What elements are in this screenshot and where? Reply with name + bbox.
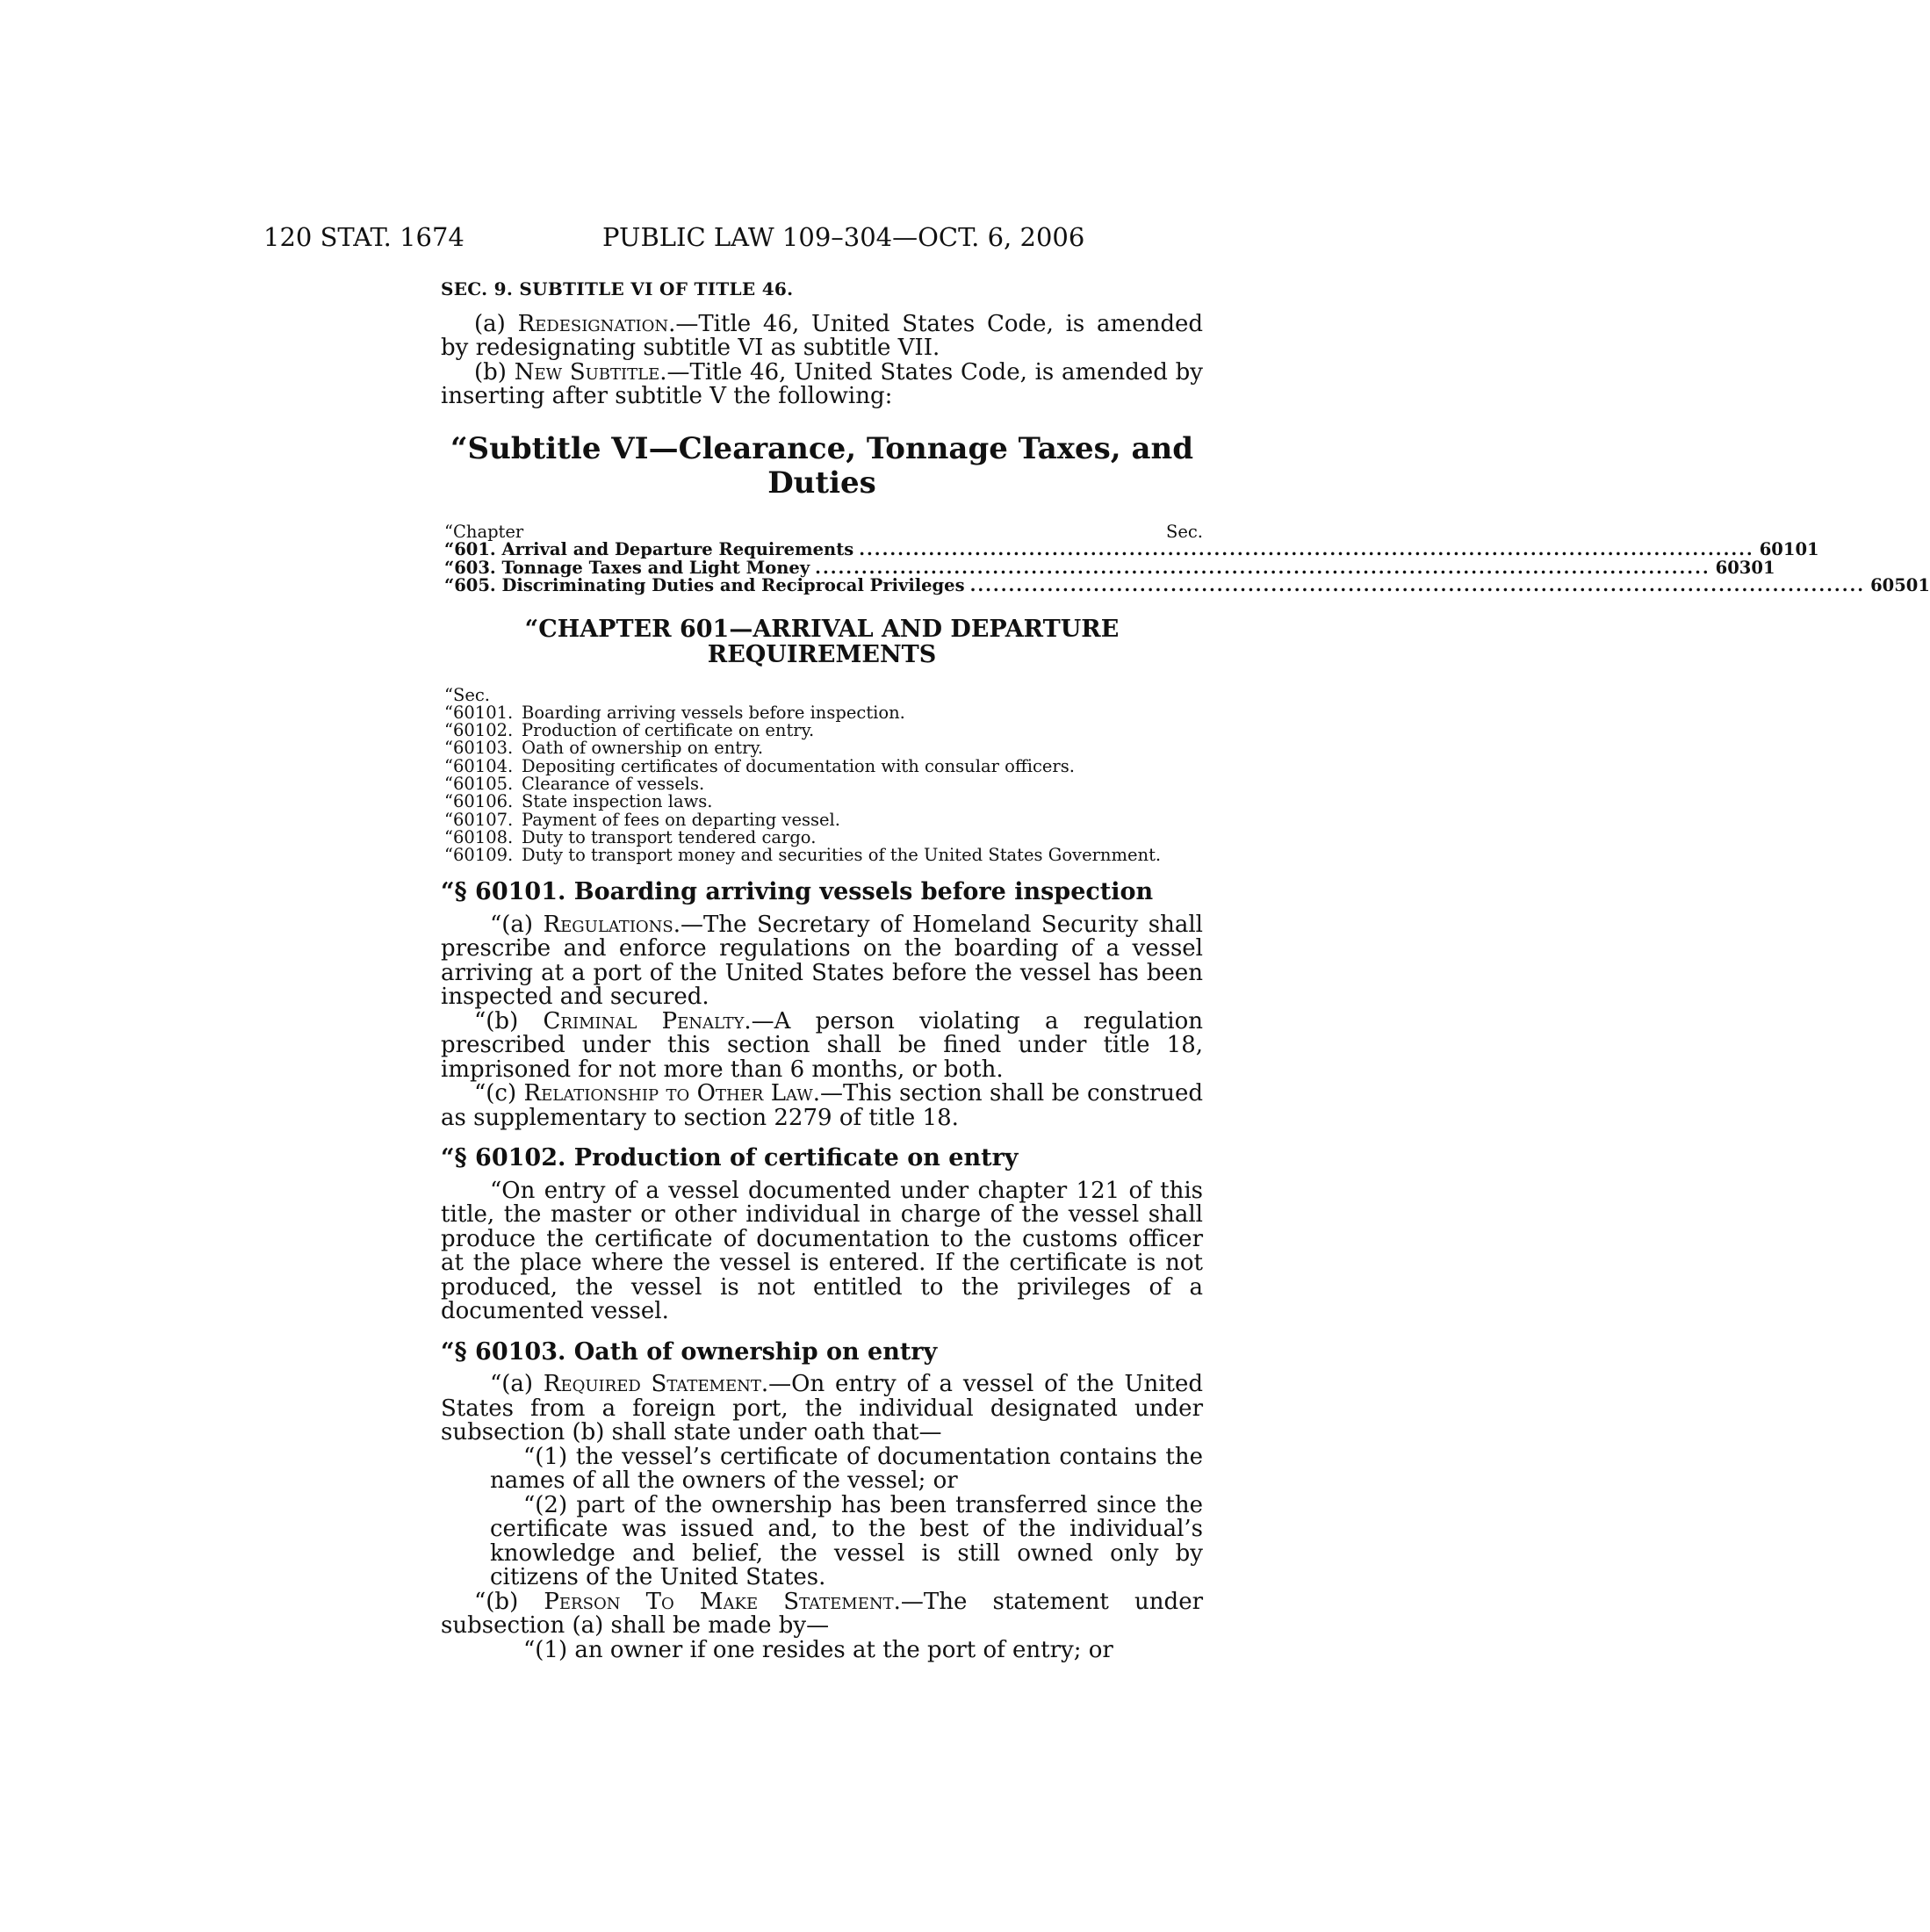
- subtitle-title: “Subtitle VI—Clearance, Tonnage Taxes, and Duties: [450, 430, 1193, 501]
- chapter-601-section-list: [444, 684, 1203, 866]
- s60103-paragraph-a2: “(2) part of the ownership has been transferred since the certificate was issued and, to the best of the individual’s knowledge and belief, the vessel is still owned only by citizens of the United States.: [490, 1491, 1203, 1591]
- sec9-b-label: New Subtitle: [514, 358, 660, 386]
- dot-leader: ....................................................................................................................: [859, 539, 1754, 559]
- public-law-citation: PUBLIC LAW 109–304—OCT. 6, 2006: [602, 222, 1085, 252]
- s60101-paragraph-a: “(a) Regulations.—The Secretary of Homeland Security shall prescribe and enforce regulations on the boarding of a vessel arriving at a port of the United States before the vessel has been inspected and secured.: [441, 911, 1203, 1011]
- list-item: “60101. Boarding arriving vessels before inspection.: [444, 702, 905, 723]
- toc-row: “605. Discriminating Duties and Reciprocal Privileges .................................................................................................................... 60501: [444, 575, 1930, 595]
- sec9-paragraph-b: (b) New Subtitle.—Title 46, United States Code, is amended by inserting after subtitle V the following:: [441, 358, 1203, 409]
- s60102-paragraph: “On entry of a vessel documented under chapter 121 of this title, the master or other individual in charge of the vessel shall produce the certificate of documentation to the customs officer at the place where the vessel is entered. If the certificate is not produced, the vessel is not entitled to the privileges of a documented vessel.: [441, 1177, 1203, 1325]
- list-item: “60102. Production of certificate on entry.: [444, 720, 815, 741]
- toc-header: “Chapter Sec.: [444, 521, 1203, 542]
- toc-row: “601. Arrival and Departure Requirements .................................................................................................................... 60101: [444, 539, 1819, 559]
- list-item: “60108. Duty to transport tendered cargo.: [444, 826, 817, 847]
- list-item: “60103. Oath of ownership on entry.: [444, 738, 764, 759]
- list-item: “60106. State inspection laws.: [444, 791, 713, 812]
- section-60101-heading: “§ 60101. Boarding arriving vessels before inspection: [441, 878, 1154, 906]
- sec-list-label: “Sec.: [444, 684, 490, 705]
- list-item: “60104. Depositing certificates of documentation with consular officers.: [444, 755, 1075, 776]
- statute-page-number: 120 STAT. 1674: [263, 222, 464, 252]
- dot-leader: ....................................................................................................................: [815, 557, 1710, 578]
- dot-leader: ....................................................................................................................: [969, 575, 1866, 595]
- list-item: “60105. Clearance of vessels.: [444, 773, 705, 794]
- s60103-paragraph-b1: “(1) an owner if one resides at the port of entry; or: [523, 1636, 1113, 1663]
- section-60103-heading: “§ 60103. Oath of ownership on entry: [441, 1337, 938, 1366]
- document-body: [441, 278, 1930, 1663]
- s60101-paragraph-c: “(c) Relationship to Other Law.—This section shall be construed as supplementary to section 2279 of title 18.: [441, 1080, 1203, 1131]
- sec9-a-label: Redesignation: [517, 310, 669, 337]
- section-60102-heading: “§ 60102. Production of certificate on entry: [441, 1144, 1019, 1172]
- section-heading-sec9: SEC. 9. SUBTITLE VI OF TITLE 46.: [441, 278, 794, 299]
- list-item: “60107. Payment of fees on departing vessel.: [444, 809, 840, 830]
- sec9-paragraph-a: (a) Redesignation.—Title 46, United States Code, is amended by redesignating subtitle VI as subtitle VII.: [441, 310, 1204, 361]
- s60103-paragraph-a1: “(1) the vessel’s certificate of documentation contains the names of all the owners of the vessel; or: [490, 1443, 1203, 1495]
- s60103-paragraph-a: “(a) Required Statement.—On entry of a vessel of the United States from a foreign port, the individual designated under subsection (b) shall state under oath that—: [441, 1371, 1203, 1446]
- chapter-601-title: “CHAPTER 601—ARRIVAL AND DEPARTURE REQUIREMENTS: [524, 615, 1120, 668]
- subtitle-table-of-contents: [444, 521, 1930, 595]
- s60103-paragraph-b: “(b) Person To Make Statement.—The statement under subsection (a) shall be made by—: [441, 1588, 1204, 1640]
- list-item: “60109. Duty to transport money and securities of the United States Government.: [444, 845, 1162, 866]
- toc-row: “603. Tonnage Taxes and Light Money .................................................................................................................... 60301: [444, 557, 1775, 578]
- s60101-paragraph-b: “(b) Criminal Penalty.—A person violating a regulation prescribed under this section shall be fined under title 18, imprisoned for not more than 6 months, or both.: [441, 1007, 1204, 1083]
